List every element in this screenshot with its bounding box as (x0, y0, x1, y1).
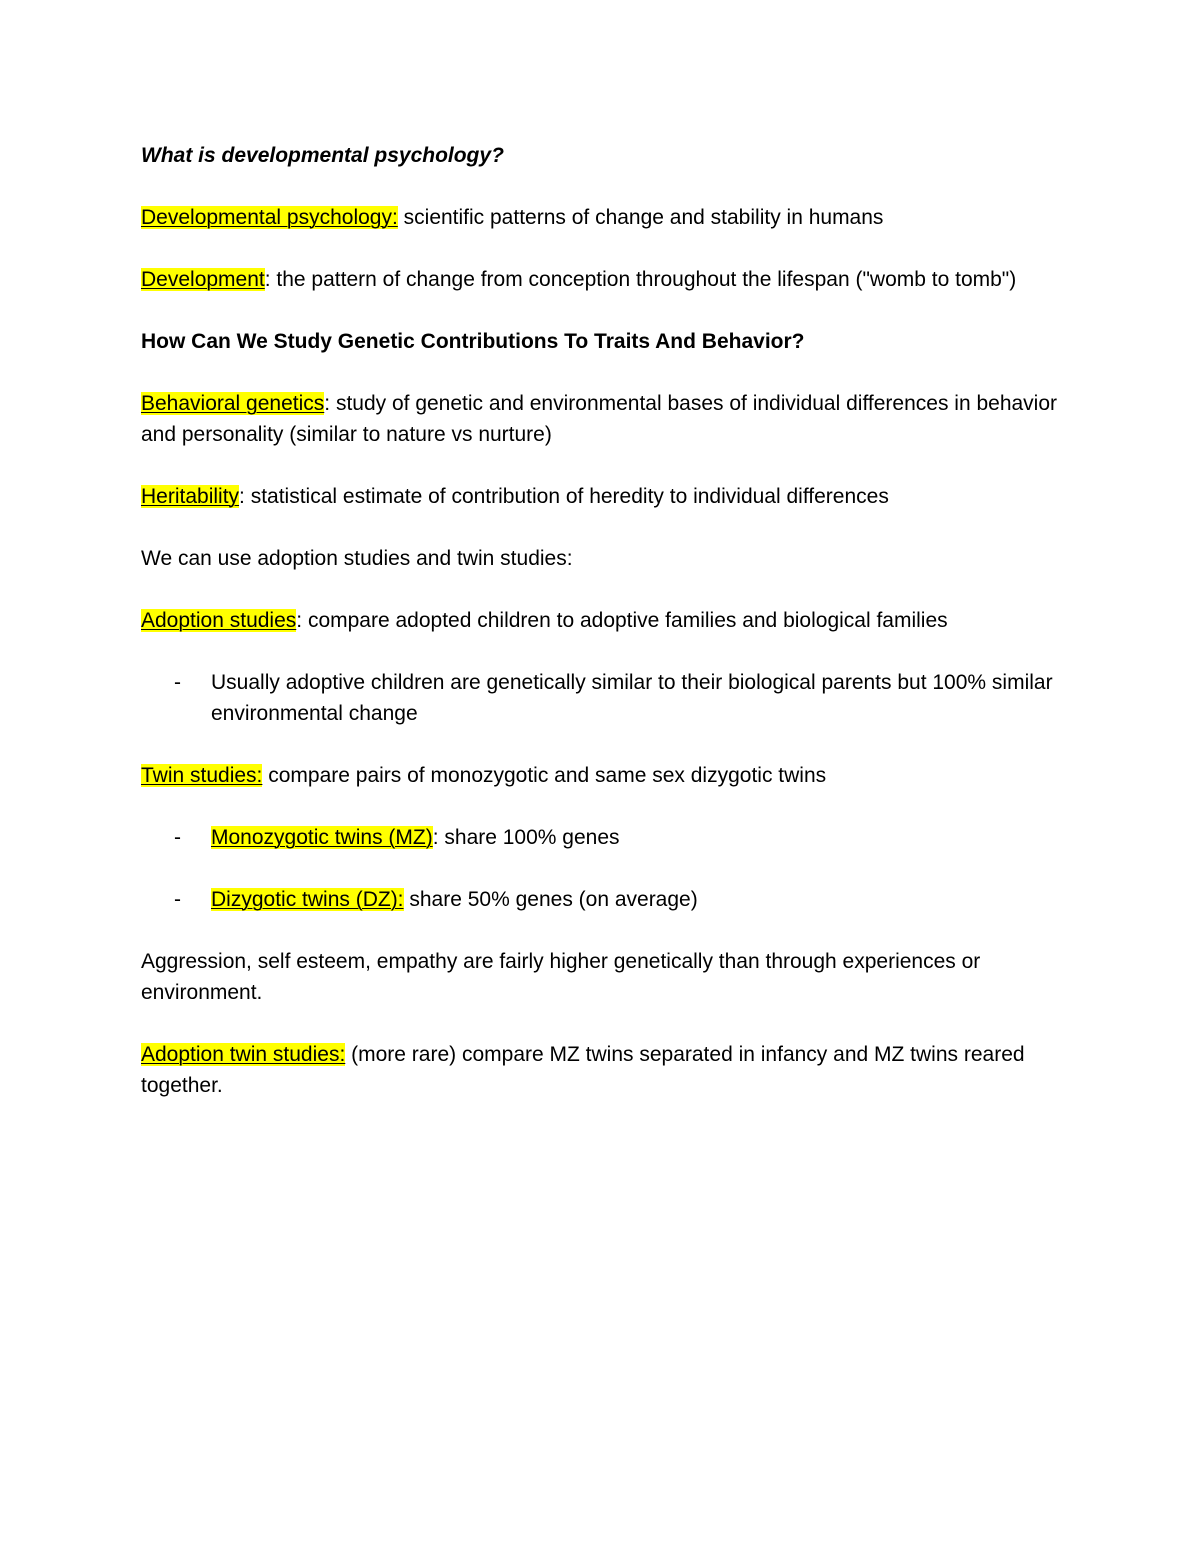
list-item (141, 667, 1071, 729)
dash-bullet: - (174, 826, 181, 849)
definition-twin-studies (141, 760, 1071, 791)
definition-text: scientific patterns of change and stability in humans (397, 206, 884, 229)
list-item (141, 822, 1071, 853)
twin-bullet-list (141, 822, 1071, 915)
term-dizygotic-twins: Dizygotic twins (DZ): (211, 888, 404, 911)
term-adoption-twin-studies: Adoption twin studies: (141, 1043, 346, 1066)
aggression-paragraph: Aggression, self esteem, empathy are fairly higher genetically than through experiences or environment. (141, 950, 981, 1004)
definition-text: : the pattern of change from conception throughout the lifespan ("womb to tomb") (264, 268, 1017, 291)
adoption-bullet-list (141, 667, 1071, 729)
definition-adoption-twin-studies (141, 1039, 1071, 1101)
section-heading-genetic: How Can We Study Genetic Contributions To Traits And Behavior? (141, 330, 805, 353)
definition-text: : study of genetic and environmental bases of individual differences in behavior and personality (similar to nature vs nurture) (141, 392, 1058, 446)
term-adoption-studies: Adoption studies (141, 609, 297, 632)
dash-bullet: - (174, 671, 181, 694)
definition-development (141, 264, 1071, 295)
intro-paragraph: We can use adoption studies and twin studies: (141, 547, 573, 570)
term-heritability: Heritability (141, 485, 240, 508)
term-monozygotic-twins: Monozygotic twins (MZ) (211, 826, 433, 849)
bullet-text: Usually adoptive children are genetically similar to their biological parents but 100% similar environmental change (211, 671, 1053, 725)
definition-text: (more rare) compare MZ twins separated in infancy and MZ twins reared together. (141, 1043, 1025, 1097)
definition-text: : compare adopted children to adoptive families and biological families (296, 609, 948, 632)
definition-text: : statistical estimate of contribution of heredity to individual differences (239, 485, 889, 508)
term-twin-studies: Twin studies: (141, 764, 263, 787)
term-developmental-psychology: Developmental psychology: (141, 206, 398, 229)
dash-bullet: - (174, 888, 181, 911)
list-item (141, 884, 1071, 915)
definition-developmental-psychology (141, 202, 1071, 233)
definition-adoption-studies (141, 605, 1071, 636)
definition-heritability (141, 481, 1071, 512)
term-development: Development (141, 268, 265, 291)
section-heading-developmental: What is developmental psychology? (141, 144, 504, 167)
bullet-text: : share 100% genes (432, 826, 620, 849)
bullet-text: share 50% genes (on average) (403, 888, 698, 911)
definition-text: compare pairs of monozygotic and same sex dizygotic twins (262, 764, 827, 787)
term-behavioral-genetics: Behavioral genetics (141, 392, 325, 415)
definition-behavioral-genetics (141, 388, 1071, 450)
document-page (141, 140, 1071, 1132)
